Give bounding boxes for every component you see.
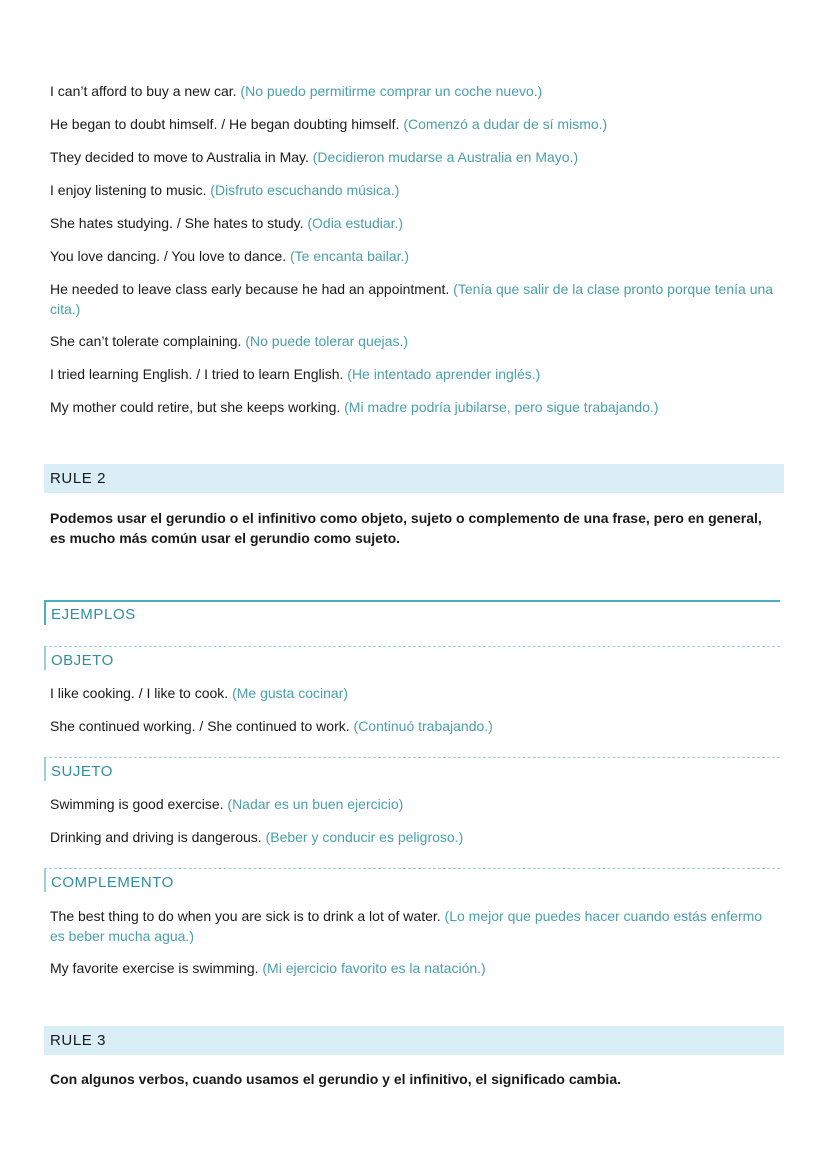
- rule-2-text: Podemos usar el gerundio o el infinitivo como objeto, sujeto o complemento de una frase, pero en general, es mucho más común usar el gerundio como sujeto.: [50, 510, 762, 546]
- rule-2-heading: RULE 2: [44, 464, 784, 493]
- example-sentence: I tried learning English. / I tried to learn English. (He intentado aprender inglés.): [50, 366, 541, 382]
- translation: (Comenzó a dudar de sí mismo.): [403, 116, 608, 132]
- example-sentence: The best thing to do when you are sick is to drink a lot of water. (Lo mejor que puedes hacer cuando estás enfermo es beber mucha agua.): [50, 908, 763, 944]
- translation: (Tenía que salir de la clase pronto porque tenía una cita.): [50, 281, 774, 317]
- example-sentence: He needed to leave class early because he had an appointment. (Tenía que salir de la clase pronto porque tenía una cita.): [50, 281, 774, 317]
- translation: (Me gusta cocinar): [232, 685, 349, 701]
- rule-3-heading: RULE 3: [44, 1026, 784, 1055]
- example-sentence: She can’t tolerate complaining. (No puede tolerar quejas.): [50, 333, 408, 349]
- ejemplos-heading: EJEMPLOS: [44, 600, 780, 625]
- example-sentence: He began to doubt himself. / He began doubting himself. (Comenzó a dudar de sí mismo.): [50, 116, 608, 132]
- example-sentence: She continued working. / She continued to work. (Continuó trabajando.): [50, 718, 493, 734]
- translation: (Decidieron mudarse a Australia en Mayo.): [312, 149, 579, 165]
- complemento-heading: COMPLEMENTO: [44, 868, 780, 892]
- example-sentence: I like cooking. / I like to cook. (Me gusta cocinar): [50, 685, 349, 701]
- translation: (He intentado aprender inglés.): [347, 366, 541, 382]
- example-sentence: You love dancing. / You love to dance. (Te encanta bailar.): [50, 248, 410, 264]
- example-sentence: Swimming is good exercise. (Nadar es un buen ejercicio): [50, 796, 404, 812]
- translation: (Lo mejor que puedes hacer cuando estás enfermo es beber mucha agua.): [50, 908, 763, 944]
- example-sentence: Drinking and driving is dangerous. (Beber y conducir es peligroso.): [50, 829, 464, 845]
- translation: (Disfruto escuchando música.): [210, 182, 400, 198]
- translation: (Beber y conducir es peligroso.): [265, 829, 464, 845]
- example-sentence: My favorite exercise is swimming. (Mi ejercicio favorito es la natación.): [50, 960, 486, 976]
- example-sentence: My mother could retire, but she keeps working. (Mi madre podría jubilarse, pero sigue trabajando.): [50, 399, 659, 415]
- translation: (Continuó trabajando.): [353, 718, 493, 734]
- translation: (Mi madre podría jubilarse, pero sigue trabajando.): [344, 399, 659, 415]
- translation: (No puede tolerar quejas.): [245, 333, 408, 349]
- rule-3-text: Con algunos verbos, cuando usamos el gerundio y el infinitivo, el significado cambia.: [50, 1071, 621, 1087]
- sujeto-heading: SUJETO: [44, 757, 780, 781]
- translation: (Te encanta bailar.): [290, 248, 410, 264]
- translation: (Mi ejercicio favorito es la natación.): [262, 960, 486, 976]
- example-sentence: They decided to move to Australia in May. (Decidieron mudarse a Australia en Mayo.): [50, 149, 579, 165]
- translation: (No puedo permitirme comprar un coche nuevo.): [240, 83, 543, 99]
- example-sentence: I enjoy listening to music. (Disfruto escuchando música.): [50, 182, 400, 198]
- example-sentence: She hates studying. / She hates to study. (Odia estudiar.): [50, 215, 404, 231]
- translation: (Odia estudiar.): [307, 215, 404, 231]
- objeto-heading: OBJETO: [44, 646, 780, 670]
- translation: (Nadar es un buen ejercicio): [227, 796, 404, 812]
- example-sentence: I can’t afford to buy a new car. (No puedo permitirme comprar un coche nuevo.): [50, 83, 543, 99]
